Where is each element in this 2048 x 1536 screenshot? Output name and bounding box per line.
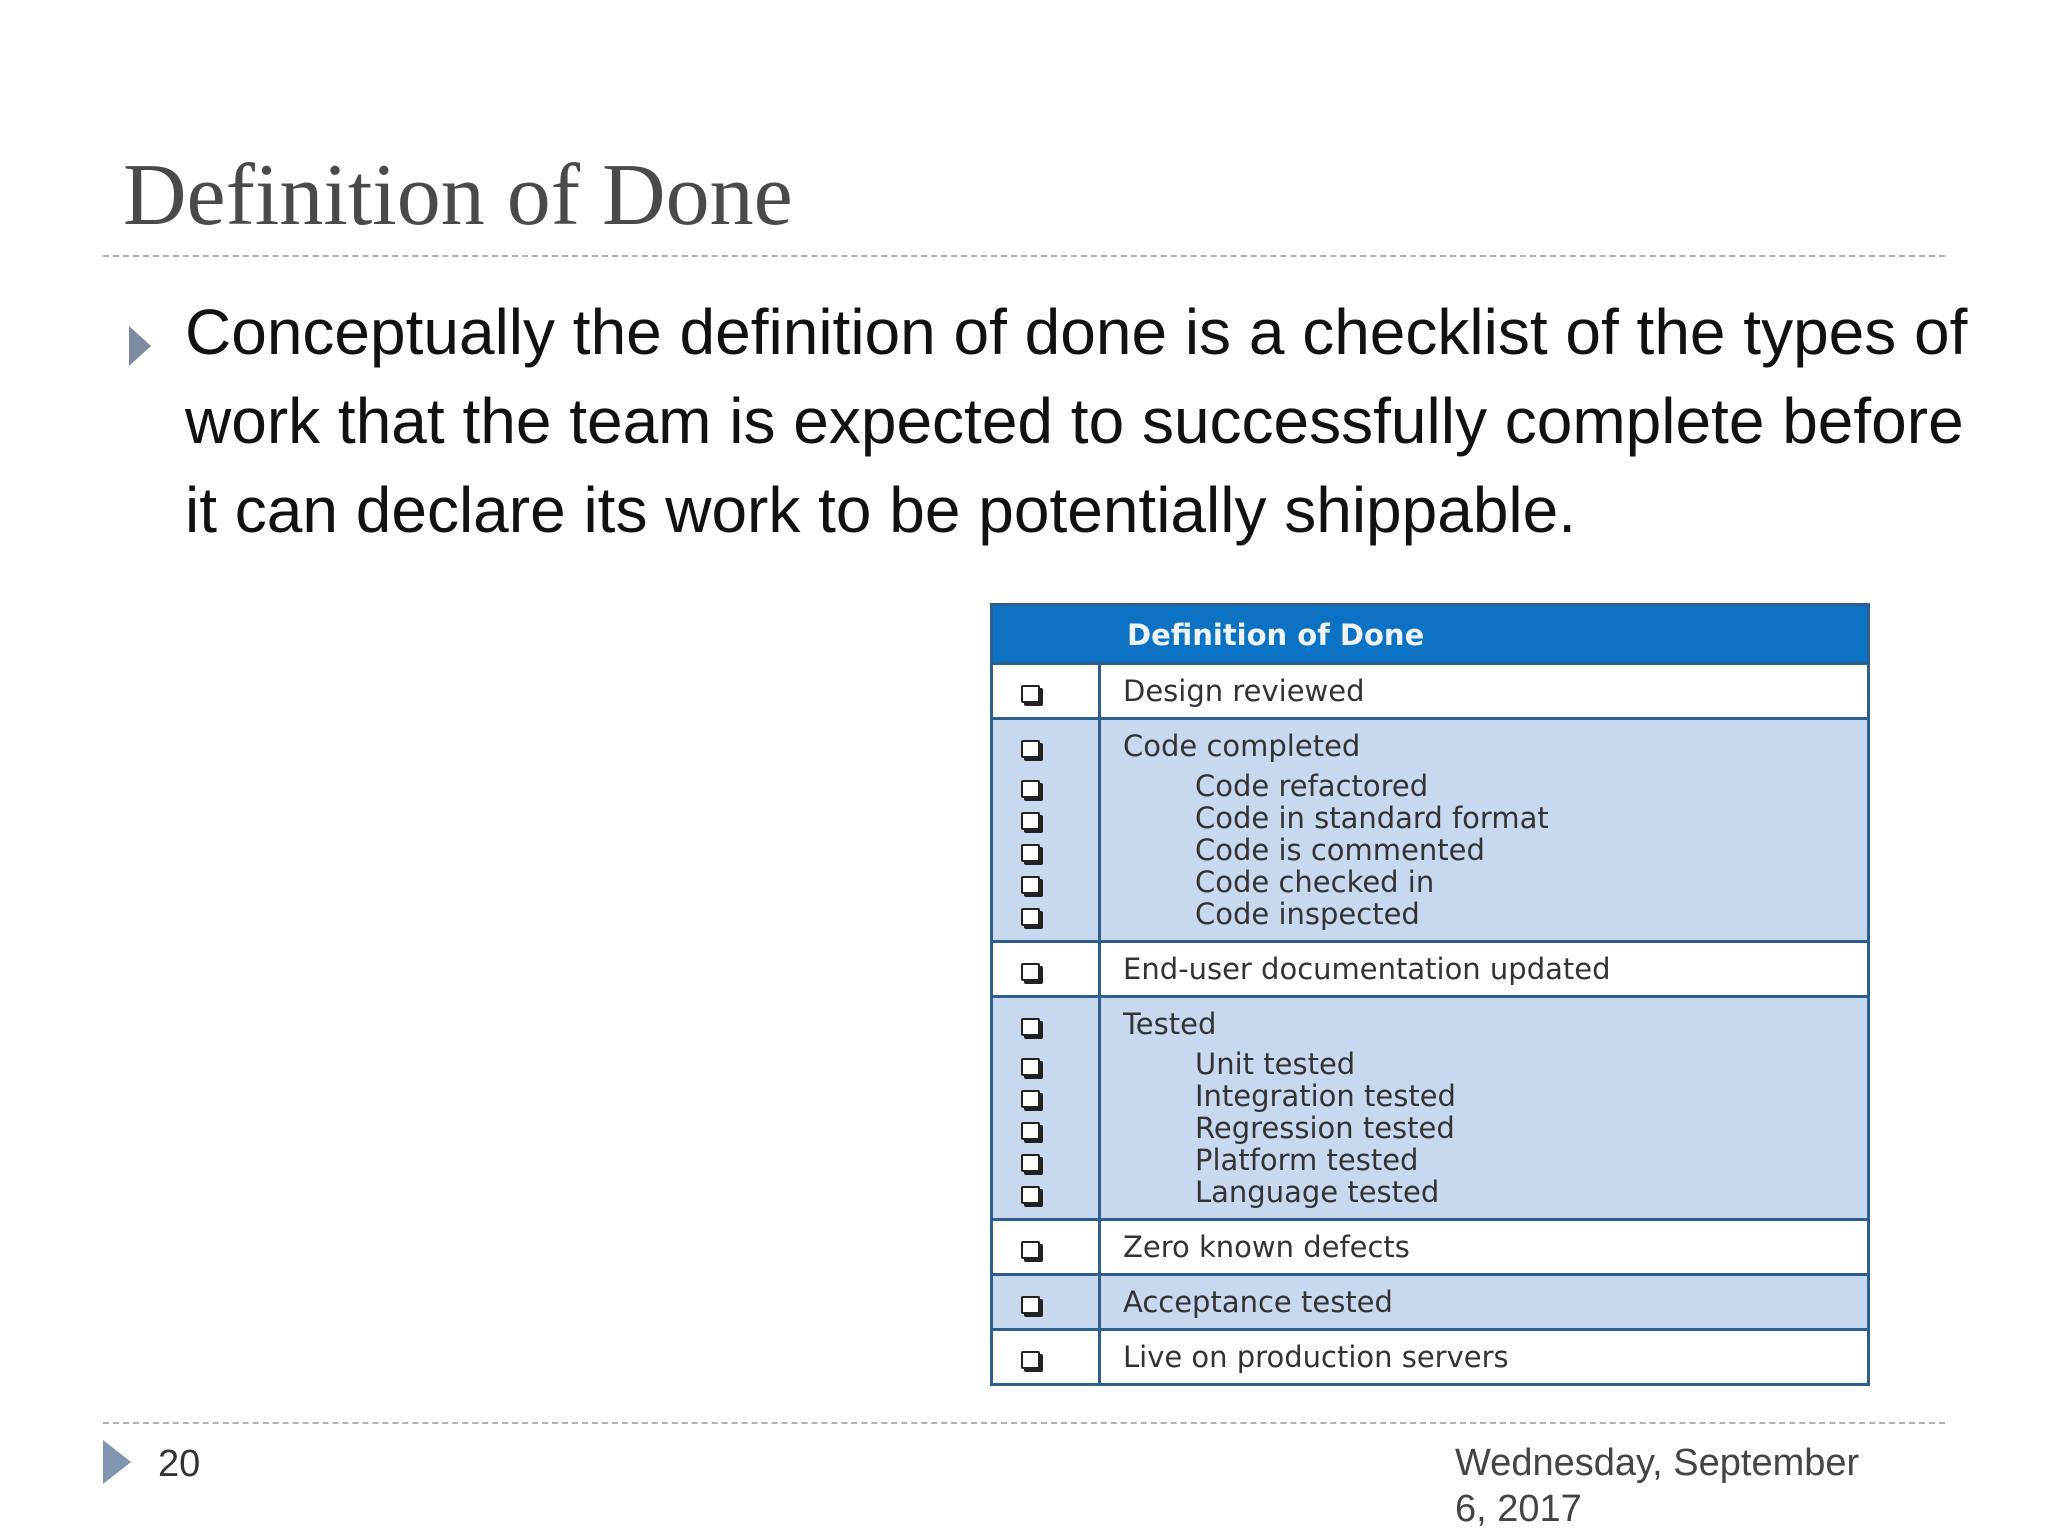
checkbox-column	[993, 943, 1101, 995]
checklist-subitem: Code checked in	[1195, 865, 1435, 899]
checkbox-column	[993, 720, 1101, 940]
checklist-subitem: Code is commented	[1195, 833, 1485, 867]
slide-title: Definition of Done	[123, 147, 793, 244]
checkbox-icon	[1021, 1058, 1040, 1076]
checkbox-icon	[1021, 876, 1040, 894]
footer-divider	[103, 1422, 1945, 1424]
checklist-item: Tested	[1123, 1007, 1217, 1041]
checklist-subitem: Integration tested	[1195, 1079, 1456, 1113]
checklist-item: Code completed	[1123, 729, 1361, 763]
definition-of-done-checklist	[990, 603, 1870, 1386]
checklist-group-documentation	[993, 940, 1867, 995]
checklist-item: Acceptance tested	[1123, 1285, 1393, 1319]
checkbox-icon	[1021, 1154, 1040, 1172]
checklist-group-acceptance	[993, 1273, 1867, 1328]
checklist-item: Zero known defects	[1123, 1230, 1410, 1264]
checkbox-icon	[1021, 1090, 1040, 1108]
checkbox-column	[993, 665, 1101, 717]
page-number: 20	[158, 1443, 201, 1485]
checkbox-icon	[1021, 1122, 1040, 1140]
checkbox-column	[993, 1221, 1101, 1273]
checkbox-icon	[1021, 780, 1040, 798]
checklist-subitem: Code refactored	[1195, 769, 1429, 803]
checkbox-icon	[1021, 963, 1040, 981]
checklist-item: Live on production servers	[1123, 1340, 1509, 1374]
bullet-text: Conceptually the definition of done is a checklist of the types of work that the team is expected to successfully complete before it can declare its work to be potentially shippable.	[185, 296, 1968, 546]
slide-date: Wednesday, September 6, 2017	[1455, 1442, 1860, 1530]
checklist-item: End-user documentation updated	[1123, 952, 1611, 986]
checklist-group-tested	[993, 995, 1867, 1218]
checklist-group-design	[993, 662, 1867, 717]
checkbox-column	[993, 1276, 1101, 1328]
checklist-group-production	[993, 1328, 1867, 1383]
checkbox-icon	[1021, 740, 1040, 758]
checklist-subitem: Code inspected	[1195, 897, 1420, 931]
bullet-arrow-icon	[129, 326, 151, 366]
checkbox-column	[993, 1331, 1101, 1383]
checkbox-icon	[1021, 1351, 1040, 1369]
checkbox-icon	[1021, 1186, 1040, 1204]
title-divider	[103, 255, 1945, 257]
checklist-subitem: Language tested	[1195, 1175, 1440, 1209]
checklist-subitem: Unit tested	[1195, 1047, 1356, 1081]
checkbox-column	[993, 998, 1101, 1218]
checklist-subitem: Code in standard format	[1195, 801, 1549, 835]
checkbox-icon	[1021, 685, 1040, 703]
checkbox-icon	[1021, 908, 1040, 926]
checklist-subitem: Regression tested	[1195, 1111, 1455, 1145]
checkbox-icon	[1021, 1296, 1040, 1314]
checklist-header	[993, 603, 1867, 662]
checkbox-icon	[1021, 812, 1040, 830]
checkbox-icon	[1021, 844, 1040, 862]
checklist-subitem: Platform tested	[1195, 1143, 1419, 1177]
checklist-item: Design reviewed	[1123, 674, 1365, 708]
checklist-header-text: Definition of Done	[1127, 618, 1425, 652]
checklist-group-defects	[993, 1218, 1867, 1273]
page-marker-icon	[103, 1440, 131, 1484]
checkbox-icon	[1021, 1241, 1040, 1259]
checkbox-icon	[1021, 1018, 1040, 1036]
checklist-group-code	[993, 717, 1867, 940]
